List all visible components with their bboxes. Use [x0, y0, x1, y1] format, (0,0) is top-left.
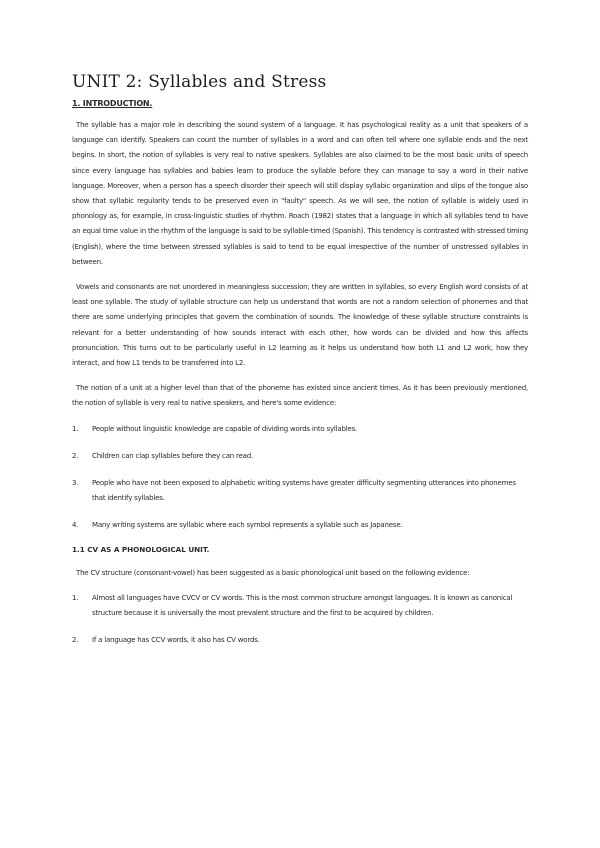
- list-item-number: 3.: [72, 478, 79, 487]
- list-item: [72, 591, 528, 621]
- list-item-number: 4.: [72, 520, 79, 529]
- cv-paragraph: The CV structure (consonant-vowel) has been suggested as a basic phonological unit based on the following evidence:: [76, 568, 470, 577]
- intro-paragraph-3: The notion of a unit at a higher level than that of the phoneme has existed since ancient times. As it has been previously mentioned, the notion of syllable is very real to native speakers, and here's some evidence:: [72, 384, 528, 408]
- intro-paragraph-2: Vowels and consonants are not unordered in meaningless succession; they are written in syllables, so every English word consists of at least one syllable. The study of syllable structure can help us understand that words are not a random selection of phonemes and that there are some underlying principles that govern the combination of sounds. The knowledge of these syllable structure constraints is relevant for a better understanding of how sounds interact with each other, how words can be divided and how this affects pronunciation. This turns out to be particularly useful in L2 learning as it helps us understand how both L1 and L2 work, how they interact, and how L1 tends to be transferred into L2.: [72, 283, 528, 368]
- list-item-text: People without linguistic knowledge are capable of dividing words into syllables.: [92, 424, 358, 433]
- list-item: [72, 422, 528, 437]
- list-item: [72, 518, 528, 533]
- list-item-text: People who have not been exposed to alphabetic writing systems have greater difficulty segmenting utterances into phonemes that identify syllables.: [92, 478, 516, 502]
- list-item-number: 2.: [72, 635, 79, 644]
- unit-title: UNIT 2: Syllables and Stress: [72, 72, 327, 92]
- list-item: [72, 476, 528, 506]
- list-item: [72, 633, 528, 648]
- list-item-text: Many writing systems are syllabic where each symbol represents a syllable such as Japanese.: [92, 520, 403, 529]
- intro-paragraph-1: The syllable has a major role in describing the sound system of a language. It has psychological reality as a unit that speakers of a language can identify. Speakers can count the number of syllables in a word and can often tell where one syllable ends and the next begins. In short, the notion of syllables is very real to native speakers. Syllables are also claimed to be the most basic units of speech since every language has syllables and babies learn to produce the syllable before they can manage to say a word in their native language. Moreover, when a person has a speech disorder their speech will still display syllabic organization and slips of the tongue also show that syllabic regularity tends to be preserved even in "faulty" speech. As we will see, the notion of syllable is widely used in phonology as, for example, in cross-linguistic studies of rhythm. Roach (1982) states that a language in which all syllables tend to have an equal time value in the rhythm of the language is said to be syllable-timed (Spanish). This tendency is contrasted with stressed timing (English), where the time between stressed syllables is said to tend to be equal irrespective of the number of unstressed syllables in between.: [72, 121, 528, 266]
- page-content: [72, 72, 528, 660]
- cv-evidence-list: [72, 591, 528, 648]
- section-heading-cv-unit: 1.1 CV AS A PHONOLOGICAL UNIT.: [72, 544, 210, 554]
- syllable-evidence-list: [72, 422, 528, 533]
- list-item-text: If a language has CCV words, it also has CV words.: [92, 635, 260, 644]
- list-item-number: 1.: [72, 424, 79, 433]
- list-item-text: Almost all languages have CVCV or CV words. This is the most common structure amongst languages. It is known as canonical structure because it is universally the most prevalent structure and the first to be acquired by children.: [92, 593, 513, 617]
- list-item-number: 1.: [72, 593, 79, 602]
- list-item-text: Children can clap syllables before they can read.: [92, 451, 254, 460]
- list-item-number: 2.: [72, 451, 79, 460]
- section-heading-introduction: 1. INTRODUCTION.: [72, 99, 153, 108]
- list-item: [72, 449, 528, 464]
